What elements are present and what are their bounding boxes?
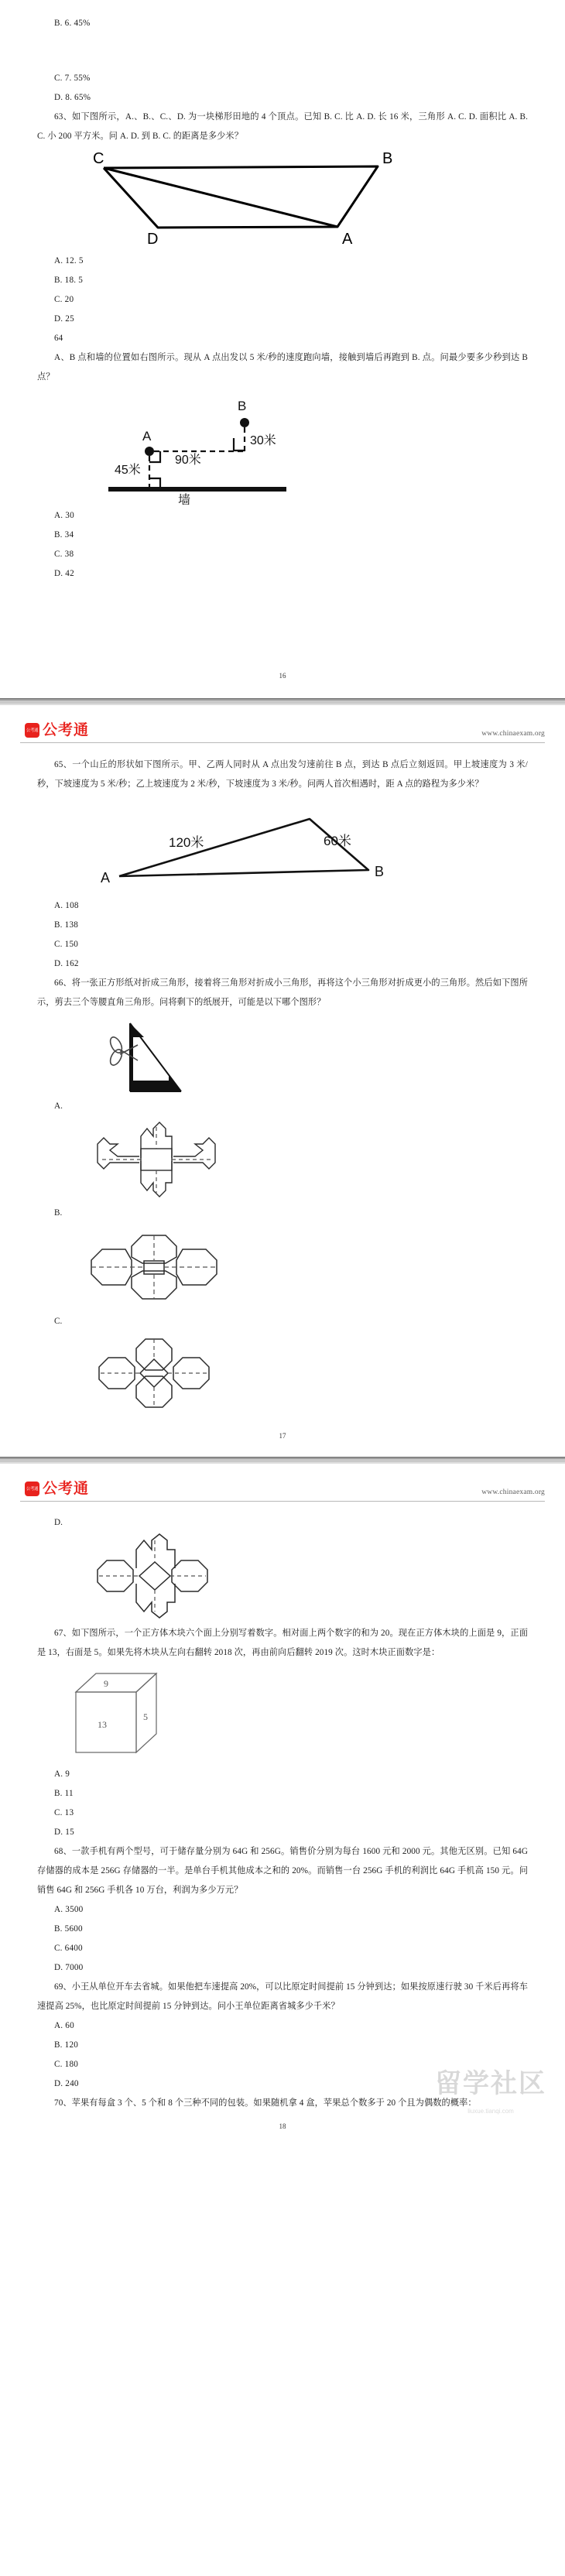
trapezoid-label-b: B <box>382 151 393 167</box>
brand-badge-icon: 公考通 <box>25 1482 39 1496</box>
question-69: 69、小王从单位开车去省城。如果他把车速提高 20%，可以比原定时间提前 15 分钟到达；如果按原速行驶 30 千米后再将车速提高 25%，也比原定时间提前 15 分钟到达。问小王单位距离省城多少千米？ <box>37 1982 528 2011</box>
option-item: D. 162 <box>54 959 79 968</box>
option-item: C. 180 <box>54 2060 79 2069</box>
trapezoid-label-d: D <box>147 231 159 248</box>
question-68: 68、一款手机有两个型号，可于储存量分别为 64G 和 256G。销售价分别为每台 1600 元和 2000 元。其他无区别。已知 64G 存储器的成本是 256G 存储器的一半。是单台手机其他成本之和的 20%。而销售一台 256G 手机的利润比 64G 手机高 150 元。问销售 64G 和 256G 手机各 10 万台，利润为多少万元？ <box>37 1847 528 1895</box>
vertical-gap <box>37 680 528 697</box>
option-item: B. 5600 <box>54 1924 83 1934</box>
wall-bar <box>108 487 286 492</box>
page-17 <box>0 718 565 1455</box>
wall-label-a: A <box>142 429 152 444</box>
site-url: www.chinaexam.org <box>481 730 545 738</box>
question-65: 65、一个山丘的形状如下图所示。甲、乙两人同时从 A 点出发匀速前往 B 点，到达 B 点后立刻返回。甲上坡速度为 3 米/秒，下坡速度为 5 米/秒；乙上坡速度为 2 米/秒，下坡速度为 3 米/秒。问两人首次相遇时，距 A 点的路程为多少米？ <box>37 760 528 789</box>
figure-option-d <box>37 1533 528 1621</box>
figure-fold-cut <box>37 1017 528 1096</box>
vertical-gap <box>37 33 528 69</box>
option-item: C. 150 <box>54 940 79 949</box>
wall-label-b: B <box>238 399 247 413</box>
page-header <box>20 1477 545 1508</box>
brand-logo <box>25 723 89 738</box>
option-label-d: D. <box>54 1518 63 1527</box>
vertical-gap <box>37 584 528 672</box>
option-item: A. 108 <box>54 901 79 910</box>
option-item: C. 38 <box>54 550 74 559</box>
option-item: B. 18. 5 <box>54 276 84 285</box>
option-item: B. 11 <box>54 1789 74 1798</box>
cube-face-right: 5 <box>143 1711 148 1722</box>
vertical-gap <box>37 2130 528 2138</box>
question-70: 70、苹果有每盒 3 个、5 个和 8 个三种不同的包装。如果随机拿 4 盒，苹果总个数多于 20 个且为偶数的概率： <box>54 2098 477 2108</box>
page-separator <box>0 1455 565 1466</box>
page-18 <box>0 1477 565 2138</box>
figure-wall <box>37 390 528 505</box>
option-item: D. 7000 <box>54 1963 84 1972</box>
option-label-b: B. <box>54 1208 63 1218</box>
wall-dim-b-height: 30米 <box>250 434 276 447</box>
figure-option-a <box>37 1116 528 1203</box>
figure-cube <box>37 1667 528 1762</box>
brand-logo <box>25 1482 89 1496</box>
figure-option-b <box>37 1223 528 1311</box>
brand-name: 公考通 <box>43 1481 90 1497</box>
question-64: A、B 点和墙的位置如右图所示。现从 A 点出发以 5 米/秒的速度跑向墙，接触到墙后再跑到 B. 点。问最少要多少秒到达 B 点？ <box>37 353 528 382</box>
cube-face-front: 13 <box>98 1719 107 1730</box>
header-divider <box>20 1501 545 1502</box>
vertical-gap <box>37 1416 528 1432</box>
wall-point-a-dot <box>145 447 154 456</box>
question-67: 67、如下图所示，一个正方体木块六个面上分别写着数字。相对面上两个数字的和为 20。现在正方体木块的上面是 9，正面是 13，右面是 5。如果先将木块从左向右翻转 2018 次，再由前向后翻转 2019 次。这时木块正面数字是： <box>37 1629 528 1657</box>
option-label-c: C. <box>54 1317 63 1326</box>
option-item: C. 6400 <box>54 1944 83 1953</box>
hill-dim-right: 60米 <box>324 834 351 848</box>
option-item: A. 60 <box>54 2021 74 2030</box>
brand-badge-icon: 公考通 <box>25 723 39 738</box>
option-label-a: A. <box>54 1101 63 1111</box>
option-item: B. 138 <box>54 920 79 930</box>
option-item: D. 42 <box>54 569 74 578</box>
question-66: 66、将一张正方形纸对折成三角形，接着将三角形对折成小三角形，再将这个小三角形对折成更小的三角形。然后如下图所示，剪去三个等腰直角三角形。问将剩下的纸展开，可能是以下哪个图形？ <box>37 978 528 1007</box>
site-url: www.chinaexam.org <box>481 1488 545 1496</box>
option-item: A. 9 <box>54 1769 70 1779</box>
page-separator <box>0 697 565 707</box>
brand-name: 公考通 <box>43 722 90 738</box>
hill-dim-left: 120米 <box>169 835 204 850</box>
cube-face-top: 9 <box>104 1678 108 1689</box>
option-item: C. 20 <box>54 295 74 304</box>
wall-dim-a-height: 45米 <box>115 464 141 477</box>
option-item: C. 13 <box>54 1808 74 1817</box>
figure-hill <box>37 802 528 893</box>
wall-label-text: 墙 <box>178 494 191 505</box>
option-item: B. 34 <box>54 530 74 540</box>
option-item: A. 30 <box>54 511 74 520</box>
question-number-64: 64 <box>54 334 63 343</box>
question-63: 63、如下图所示，A.、B.、C.、D. 为一块梯形田地的 4 个顶点。已知 B. C. 比 A. D. 长 16 米，三角形 A. C. D. 面积比 A. B. C. 小 200 平方米。问 A. D. 到 B. C. 的距离是多少米？ <box>37 112 528 141</box>
watermark <box>435 2070 546 2126</box>
trapezoid-label-c: C <box>93 151 104 167</box>
option-item: D. 8. 65% <box>54 93 91 102</box>
page-number: 16 <box>279 672 286 680</box>
page-number: 18 <box>279 2122 286 2130</box>
hill-label-a: A <box>101 870 111 886</box>
page-16 <box>0 0 565 697</box>
wall-dim-horizontal: 90米 <box>175 454 201 467</box>
figure-option-c <box>37 1331 528 1415</box>
hill-label-b: B <box>375 864 385 879</box>
option-item: D. 240 <box>54 2079 79 2088</box>
page-header <box>20 718 545 749</box>
option-item: A. 3500 <box>54 1905 84 1914</box>
watermark-text: 留学社区 <box>435 2069 546 2098</box>
page-number: 17 <box>279 1432 286 1440</box>
option-item: C. 7. 55% <box>54 74 91 83</box>
vertical-gap <box>37 1440 528 1455</box>
watermark-subtext: liuxue.tianqi.com <box>467 2108 514 2115</box>
trapezoid-label-a: A <box>342 231 353 248</box>
figure-trapezoid <box>37 151 528 250</box>
option-item: D. 25 <box>54 314 74 324</box>
option-item: D. 15 <box>54 1828 74 1837</box>
option-item: B. 6. 45% <box>54 19 91 28</box>
wall-point-b-dot <box>240 418 249 427</box>
header-divider <box>20 742 545 743</box>
option-item: A. 12. 5 <box>54 256 84 265</box>
option-item: B. 120 <box>54 2040 79 2050</box>
